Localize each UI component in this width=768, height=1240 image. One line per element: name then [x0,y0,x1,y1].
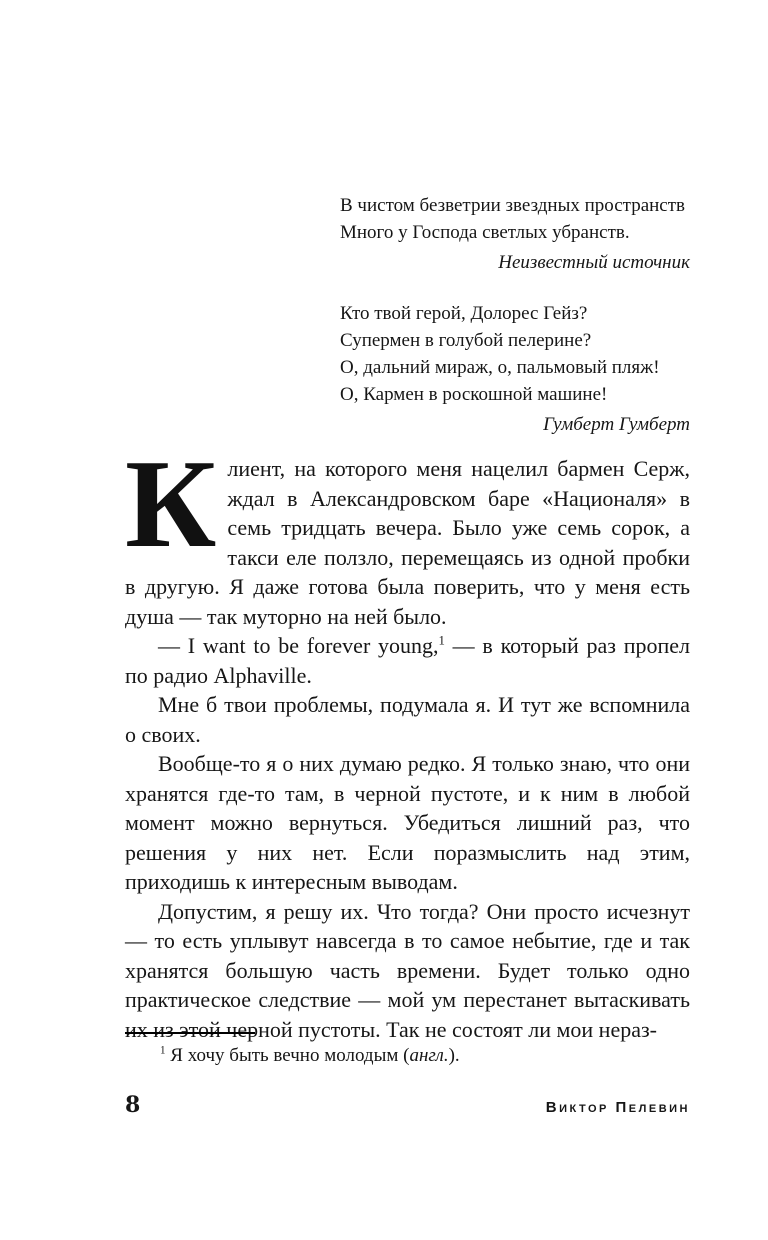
paragraph-2 [125,631,690,690]
footnote-reference: 1 [438,633,445,648]
epigraph-line: Супермен в голубой пелерине? [340,330,592,351]
epigraph-2-lines [340,300,690,408]
paragraph-4: Вообще-то я о них думаю редко. Я только знаю, что они хранятся где-то там, в черной пустоте, и к ним в любой момент можно вернуться. Убедиться лишний раз, что решения у них нет. Если поразмыслить над этим, приходишь к интересным выводам. [125,751,690,894]
running-author: Виктор Пелевин [545,1099,690,1116]
drop-cap: К [125,435,217,574]
page-number: 8 [125,1092,141,1118]
footnote-area [125,1032,690,1069]
footnote-marker: 1 [160,1044,166,1057]
footnote-text: Я хочу быть вечно молодым ( [170,1045,410,1066]
epigraph-1-attribution: Неизвестный источник [498,252,690,273]
epigraph-1-lines [340,192,690,246]
epigraph-line: В чистом безветрии звездных пространств [340,195,686,216]
epigraph-line: О, Кармен в роскошной машине! [340,384,608,405]
paragraph-3: Мне б твои проблемы, подумала я. И тут же вспомнила о своих. [125,692,690,747]
epigraph-line: Кто твой герой, Долорес Гейз? [340,303,588,324]
paragraph-2-text-after: — в который раз пропел по радио Alphaville. [125,633,690,688]
footnote-text-end: ). [448,1045,460,1066]
paragraph-1-text: лиент, на которого меня нацелил бармен Серж, ждал в Александровском баре «Националя» в семь тридцать вечера. Было уже семь сорок, а такси еле ползло, перемещаясь из одной пробки в другую. Я даже готова была поверить, что у меня есть душа — так муторно на ней было. [125,456,690,629]
epigraph-2 [125,300,690,438]
page-footer [125,1092,690,1118]
footnote-divider [125,1032,255,1034]
paragraph-1 [125,435,690,631]
footnote-lang-note: англ. [409,1045,449,1066]
epigraph-2-attribution: Гумберт Гумберт [543,414,690,435]
body-text [125,435,690,1044]
epigraph-line: Много у Господа светлых убранств. [340,222,630,243]
paragraph-2-text: — I want to be forever young, [158,633,439,658]
epigraph-1 [125,192,690,276]
epigraph-line: О, дальний мираж, о, пальмовый пляж! [340,357,660,378]
paragraph-5: Допустим, я решу их. Что тогда? Они просто исчезнут — то есть уплывут навсегда в то самое небытие, где и так хранятся большую часть времени. Будет только одно практическое следствие — мой ум перестанет вытаскивать их из этой черной пустоты. Так не состоят ли мои нераз- [125,898,690,1042]
footnote [125,1043,690,1069]
